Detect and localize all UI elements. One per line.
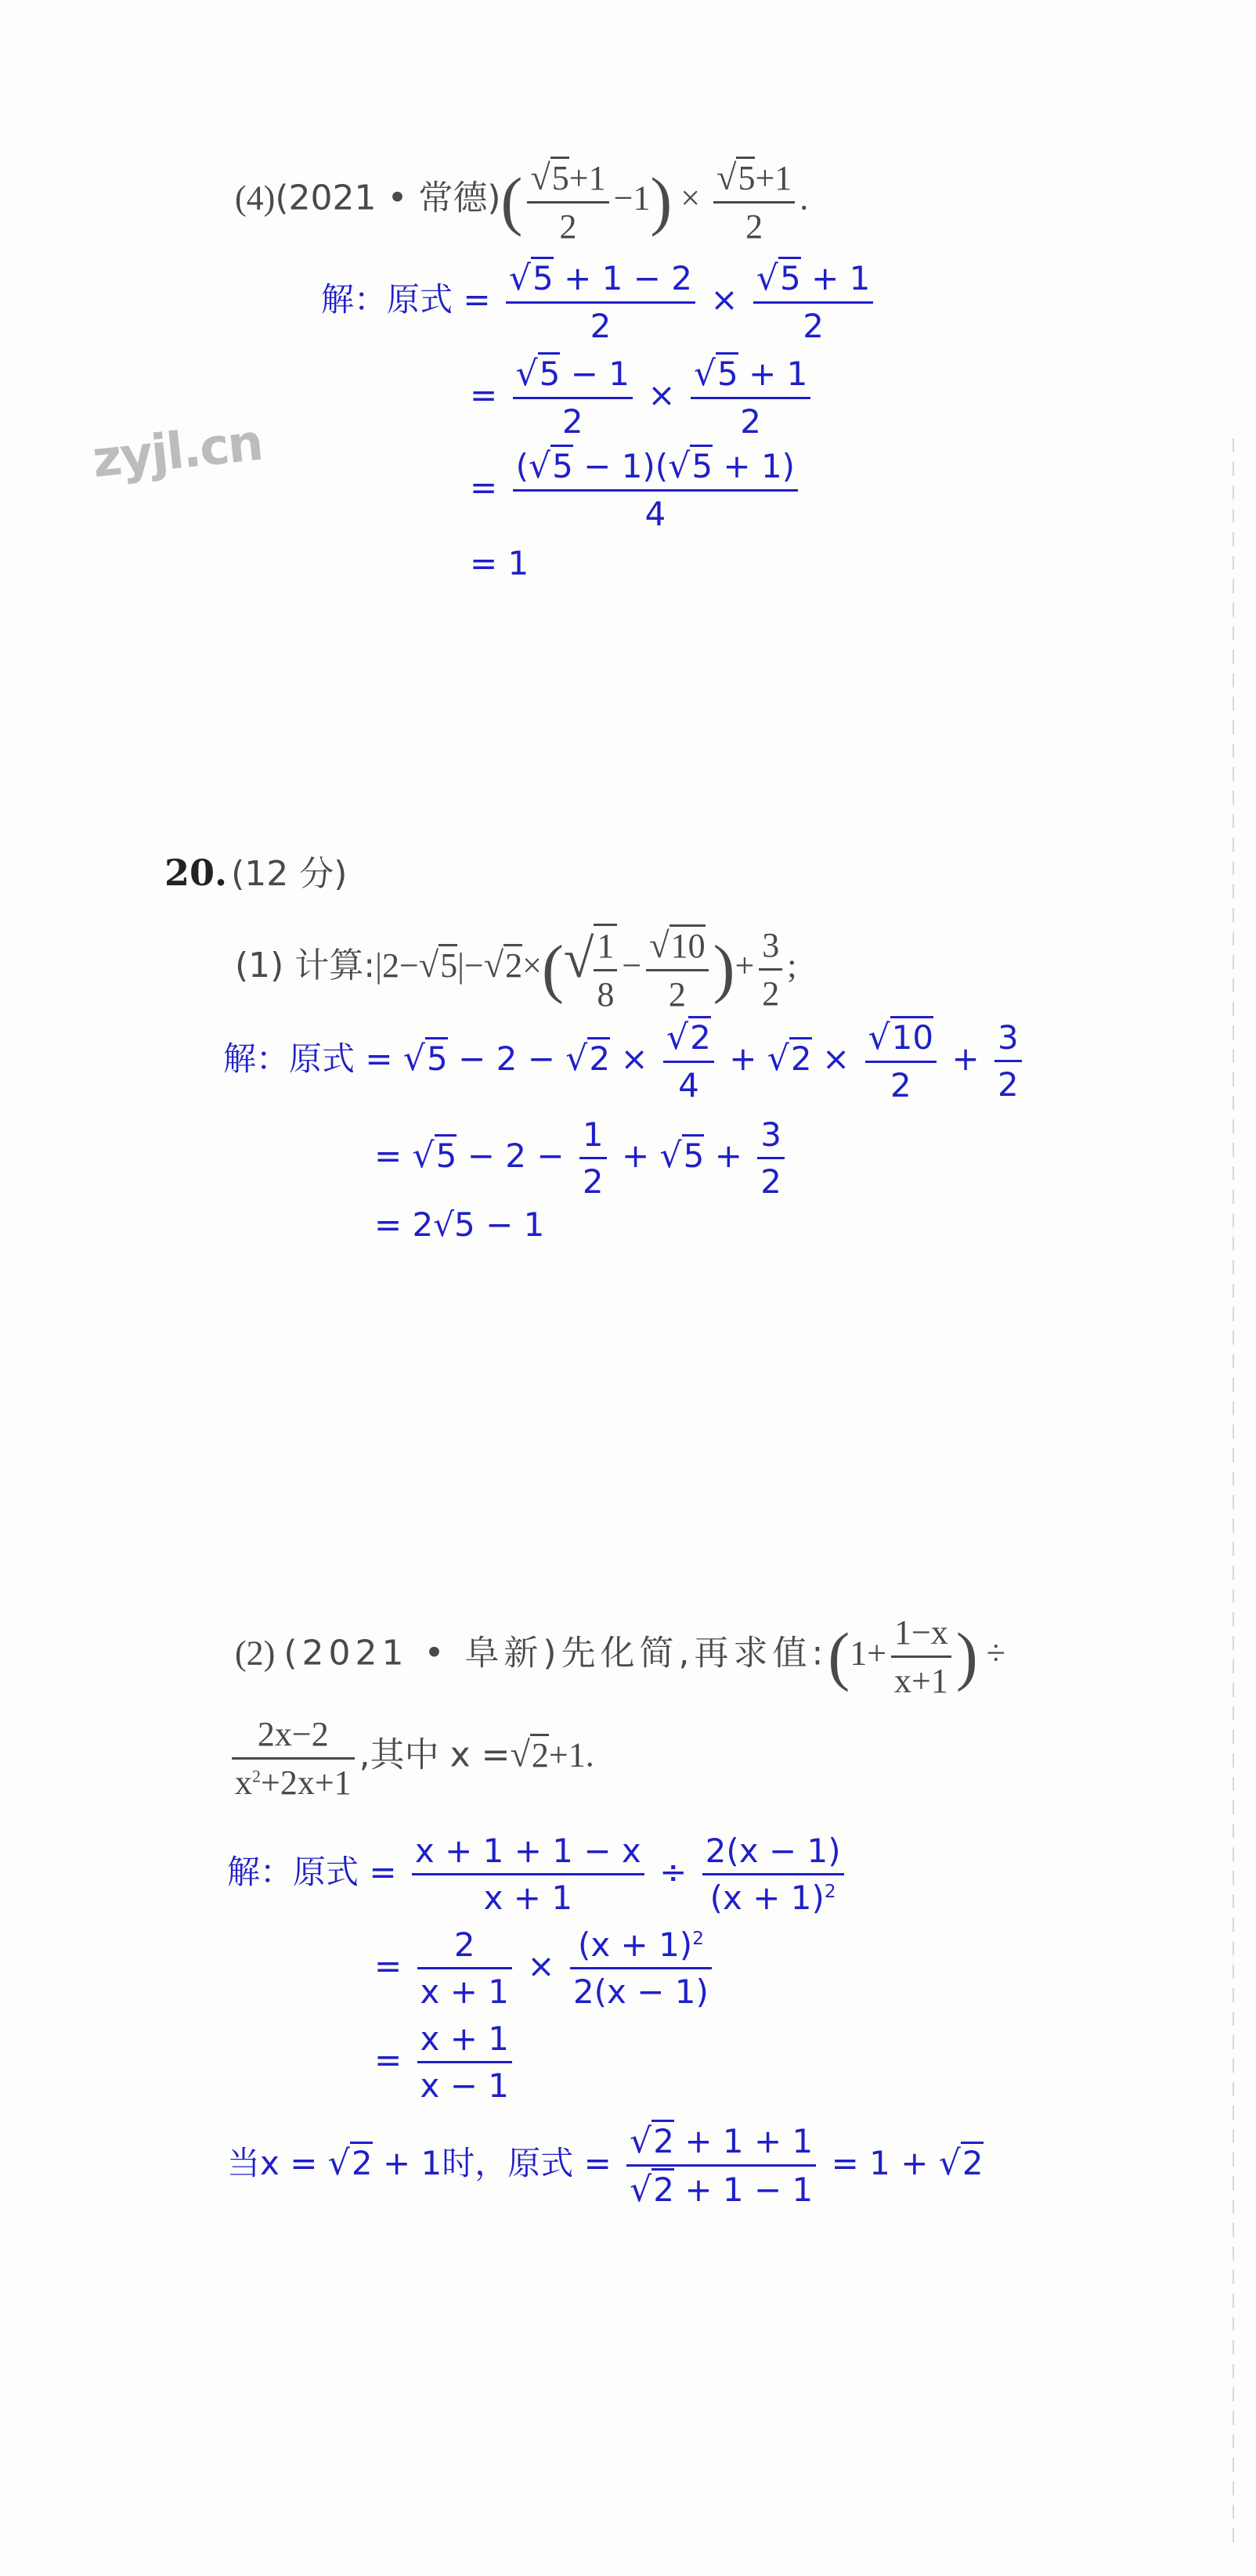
- q20-part2-problem-line2: $\frac{2x-2}{x^2+2x+1}$ ,其中 x =√2+1.: [227, 1714, 594, 1803]
- q20-part2-solution-line4: 当x = √2 + 1时，原式 = $\frac{√2 + 1 + 1}{√2 + 1 - 1}$ = 1 + √2: [227, 2121, 984, 2210]
- q20-part2-solution-line3: = $\frac{x + 1}{x - 1}$: [374, 2019, 517, 2105]
- page-edge-line: [1233, 438, 1234, 2552]
- part4-problem: (4)(2021 • 常德)( $\frac{√5+1}{2}$ −1) × $\frac{√5+1}{2}$ .: [235, 157, 809, 246]
- part4-label: (4): [235, 178, 276, 218]
- q20-header: [164, 845, 347, 895]
- part4-solution-line1: 解：原式 = $\frac{√5 + 1 - 2}{2}$ × $\frac{√5 + 1}{2}$: [321, 258, 878, 345]
- part4-solution-line3: = $\frac{(√5 - 1)(√5 + 1)}{4}$: [470, 446, 803, 533]
- p4-frac-a: $\frac{√5+1}{2}$: [527, 157, 608, 247]
- q20-part2-problem-line1: (2) (2021 • 阜新)先化简,再求值:(1+ $\frac{1-x}{x+1}$ ) ÷: [235, 1613, 1005, 1700]
- q20-part1-result: = 2√5 − 1: [374, 1205, 545, 1244]
- q20-part1-problem: (1) 计算:|2−√5|−√2×(√ $\frac{1}{8}$ − $\frac{√10}{2}$ )+ $\frac{3}{2}$ ;: [235, 924, 797, 1014]
- part4-result: = 1: [470, 544, 529, 582]
- q20-part1-solution-line2: = √5 − 2 − $\frac{1}{2}$ + √5 + $\frac{3}{2}$: [374, 1115, 789, 1201]
- q20-part1-solution-line1: 解：原式 = √5 − 2 − √2 × $\frac{√2}{4}$ + √2 × $\frac{√10}{2}$ + $\frac{3}{2}$: [223, 1018, 1027, 1104]
- q20-points: (12 分): [231, 854, 348, 894]
- q20-number: 20.: [164, 852, 228, 894]
- part4-solution-line2: = $\frac{√5 - 1}{2}$ × $\frac{√5 + 1}{2}$: [470, 354, 815, 441]
- watermark-logo: zyjl.cn: [89, 413, 265, 490]
- q20-part2-solution-line2: = $\frac{2}{x + 1}$ × $\frac{(x + 1)^2}{2(x - 1)}$: [374, 1926, 716, 2011]
- part4-source: (2021 • 常德): [275, 178, 501, 218]
- p4-frac-b: $\frac{√5+1}{2}$: [713, 157, 795, 247]
- q20-part2-solution-line1: 解：原式 = $\frac{x + 1 + 1 - x}{x + 1}$ ÷ $\frac{2(x - 1)}{(x + 1)^2}$: [227, 1832, 849, 1917]
